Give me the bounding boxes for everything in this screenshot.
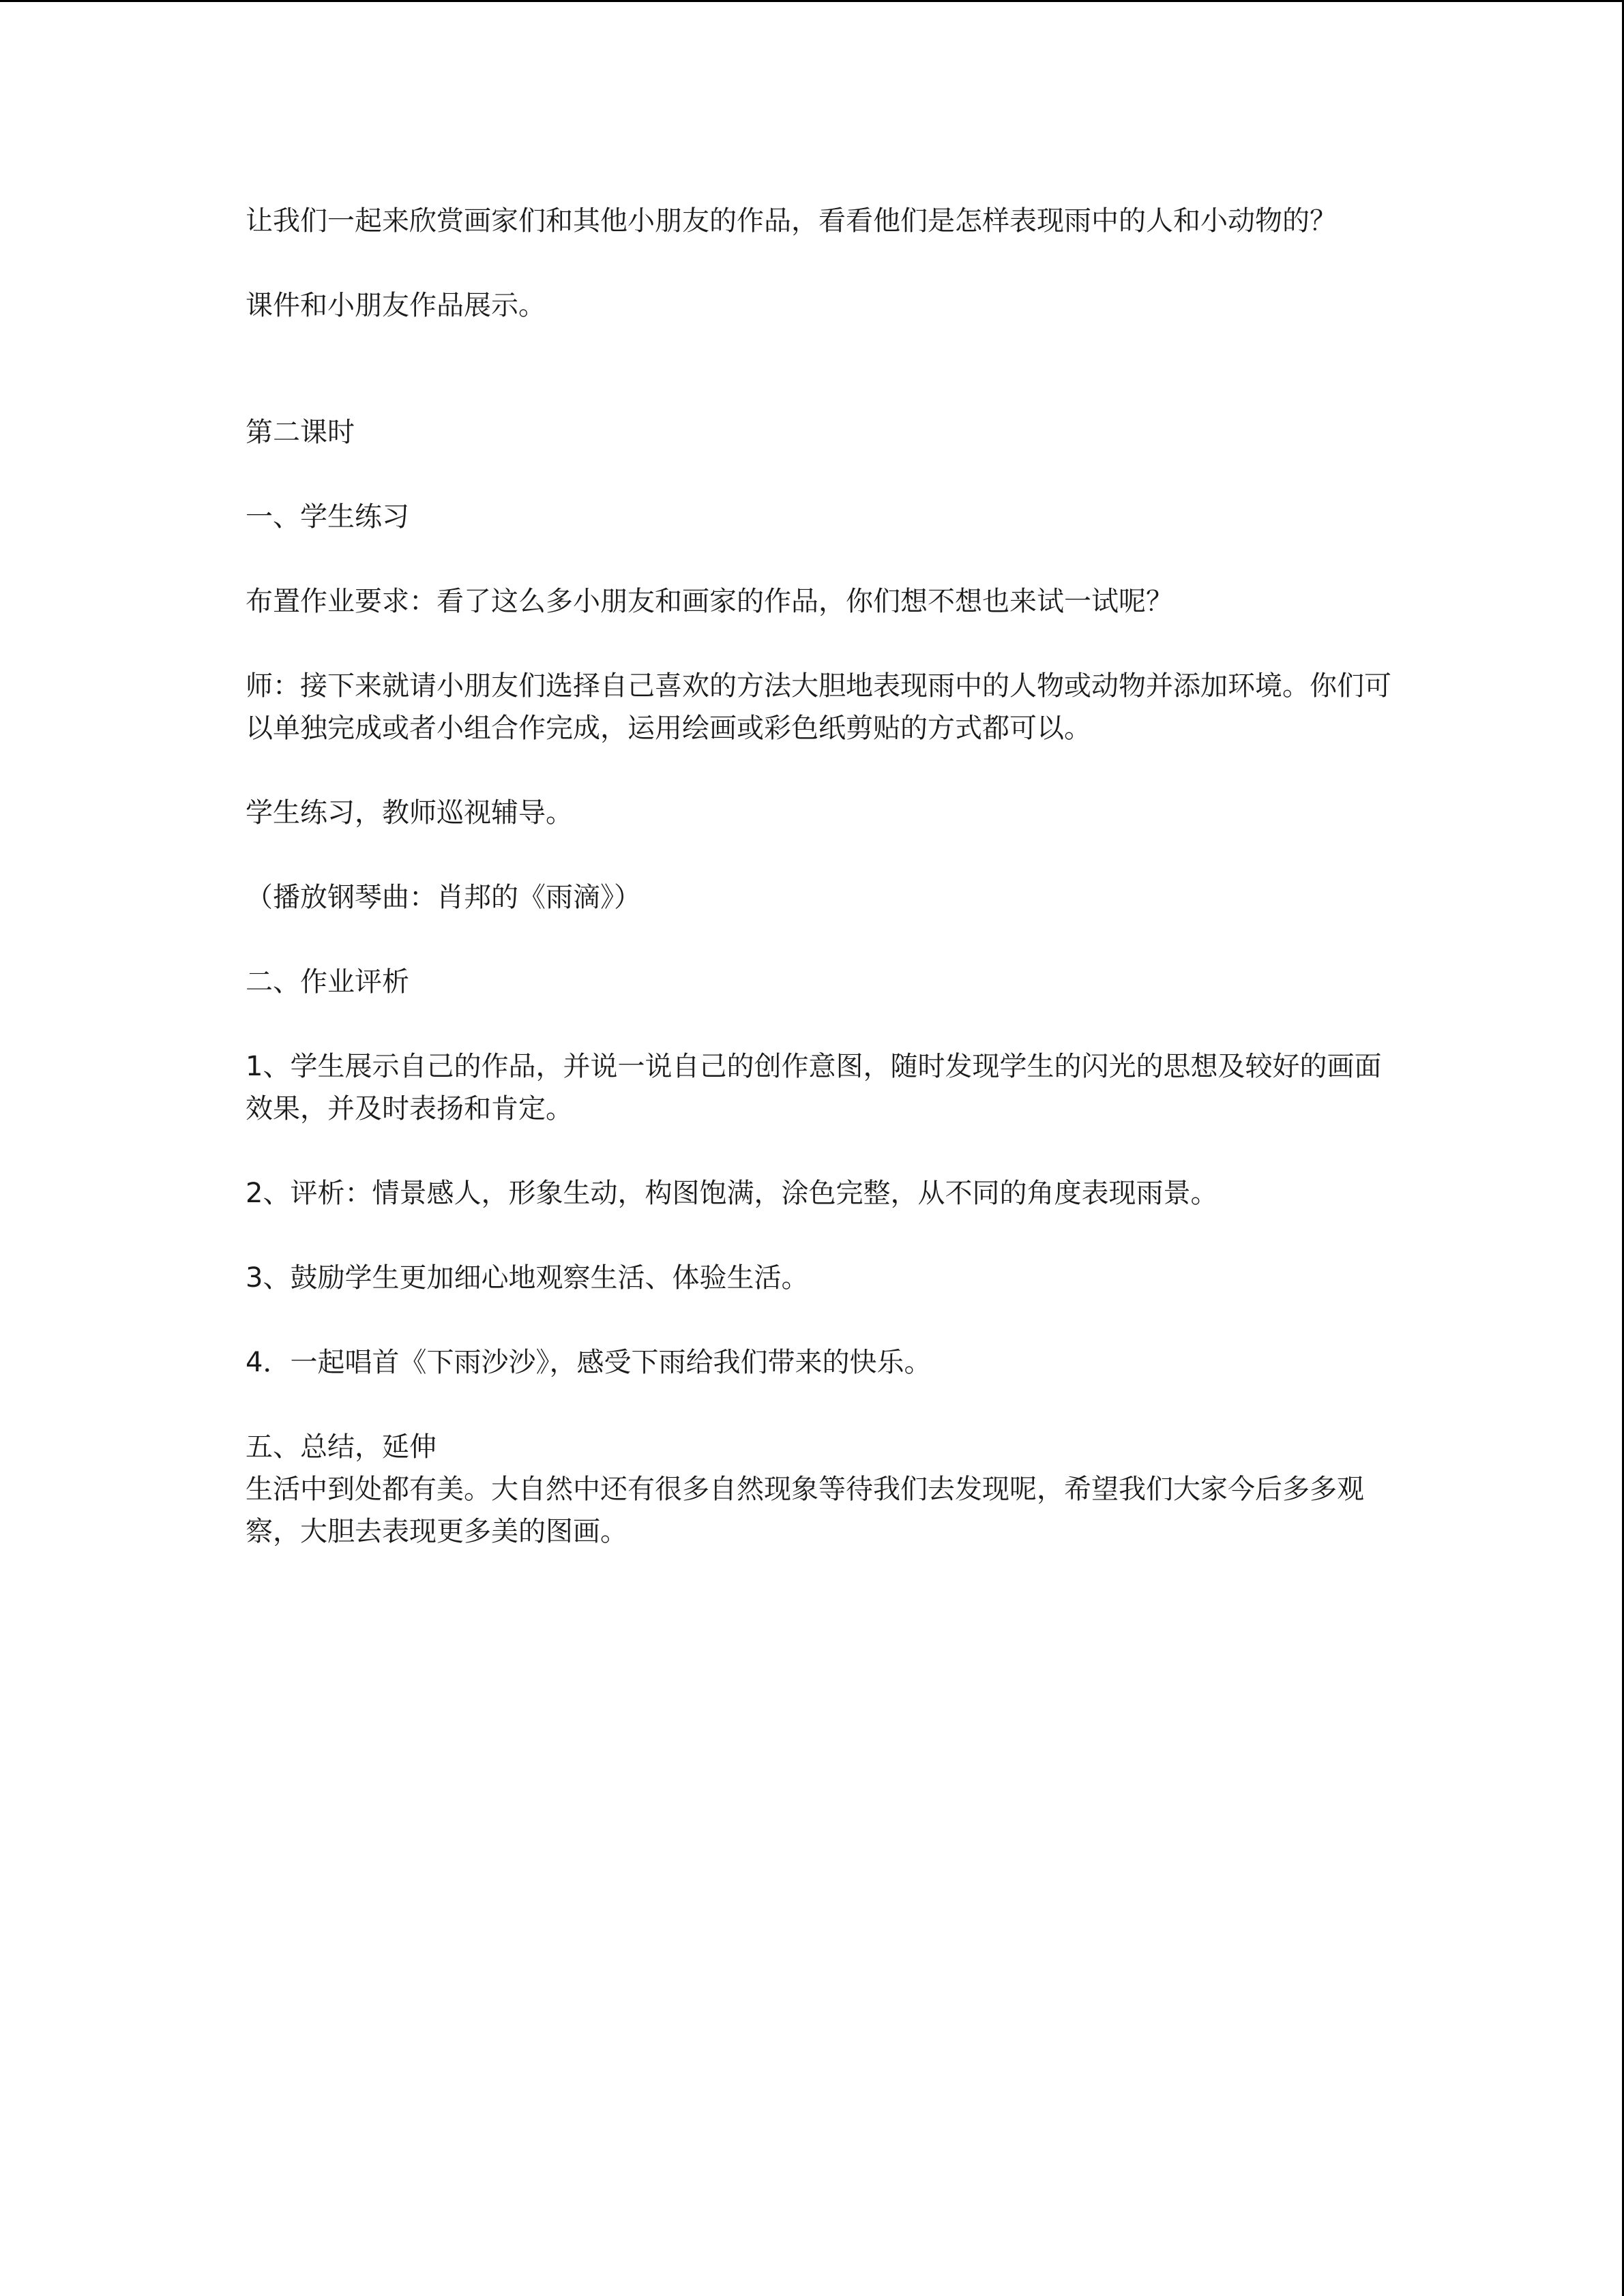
paragraph-courseware: 课件和小朋友作品展示。 [246,290,546,321]
paragraph-review-2: 2、评析：情景感人，形象生动，构图饱满，涂色完整，从不同的角度表现雨景。 [246,1178,1218,1209]
paragraph-assignment: 布置作业要求：看了这么多小朋友和画家的作品，你们想不想也来试一试呢？ [246,586,1173,617]
paragraph-summary: 生活中到处都有美。大自然中还有很多自然现象等待我们去发现呢，希望我们大家今后多多观察，大胆去表现更多美的图画。 [246,1474,1364,1547]
paragraph-review-4: 4．一起唱首《下雨沙沙》，感受下雨给我们带来的快乐。 [246,1347,932,1378]
paragraph-teacher-instruction: 师：接下来就请小朋友们选择自己喜欢的方法大胆地表现雨中的人物或动物并添加环境。你们可以单独完成或者小组合作完成，运用绘画或彩色纸剪贴的方式都可以。 [246,670,1391,744]
heading-summary: 五、总结，延伸 [246,1431,437,1463]
paragraph-review-3: 3、鼓励学生更加细心地观察生活、体验生活。 [246,1262,809,1294]
paragraph-review-1: 1、学生展示自己的作品，并说一说自己的创作意图，随时发现学生的闪光的思想及较好的画面效果，并及时表扬和肯定。 [246,1051,1382,1124]
paragraph-music: （播放钢琴曲：肖邦的《雨滴》） [246,882,641,913]
paragraph-practice-guidance: 学生练习，教师巡视辅导。 [246,797,573,829]
document-body [246,200,1391,1595]
heading-second-lesson: 第二课时 [246,417,355,448]
heading-homework-review: 二、作业评析 [246,966,409,998]
paragraph-intro: 让我们一起来欣赏画家们和其他小朋友的作品，看看他们是怎样表现雨中的人和小动物的？ [246,205,1337,237]
heading-student-practice: 一、学生练习 [246,501,409,533]
